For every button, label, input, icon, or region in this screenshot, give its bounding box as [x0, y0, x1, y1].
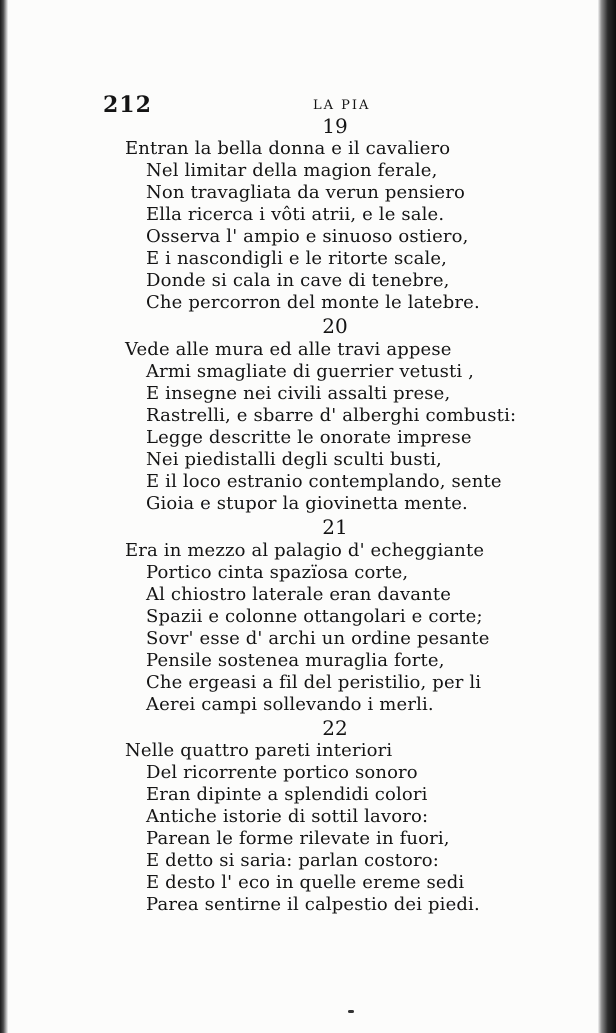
- verse-line: Spazii e colonne ottangolari e corte;: [146, 606, 483, 627]
- verse-line: Aerei campi sollevando i merli.: [146, 694, 434, 715]
- verse-line: Portico cinta spazïosa corte,: [146, 562, 409, 583]
- verse-line: E desto l' eco in quelle ereme sedi: [146, 872, 465, 893]
- stanza-number: 19: [322, 114, 348, 138]
- verse-line: Che percorron del monte le latebre.: [146, 292, 480, 313]
- verse-line: E insegne nei civili assalti prese,: [146, 383, 451, 404]
- verse-line: Parea sentirne il calpestio dei piedi.: [146, 894, 480, 915]
- verse-line: Eran dipinte a splendidi colori: [146, 784, 428, 805]
- page-left-edge: [0, 0, 8, 1033]
- verse-line: Nei piedistalli degli sculti busti,: [146, 449, 442, 470]
- verse-line: E detto si saria: parlan costoro:: [146, 850, 439, 871]
- verse-line: Legge descritte le onorate imprese: [146, 427, 472, 448]
- stanza-number: 21: [322, 515, 348, 539]
- page-number: 212: [103, 92, 152, 118]
- verse-line: Vede alle mura ed alle travi appese: [125, 339, 452, 360]
- verse-line: Del ricorrente portico sonoro: [146, 762, 418, 783]
- verse-line: Nel limitar della magion ferale,: [146, 160, 438, 181]
- verse-line: Nelle quattro pareti interiori: [125, 740, 393, 761]
- verse-line: Parean le forme rilevate in fuori,: [146, 828, 450, 849]
- verse-line: Che ergeasi a fil del peristilio, per li: [146, 672, 482, 693]
- verse-line: Sovr' esse d' archi un ordine pesante: [146, 628, 490, 649]
- verse-line: Entran la bella donna e il cavaliero: [125, 138, 451, 159]
- verse-line: Armi smagliate di guerrier vetusti ,: [146, 361, 474, 382]
- page-right-edge: [598, 0, 616, 1033]
- verse-line: Donde si cala in cave di tenebre,: [146, 270, 450, 291]
- verse-line: E il loco estranio contemplando, sente: [146, 471, 502, 492]
- verse-line: Antiche istorie di sottil lavoro:: [146, 806, 429, 827]
- verse-line: Ella ricerca i vôti atrii, e le sale.: [146, 204, 445, 225]
- stanza-number: 22: [322, 716, 348, 740]
- verse-line: Al chiostro laterale eran davante: [146, 584, 452, 605]
- ink-speck: [348, 1010, 354, 1013]
- page-header: [103, 92, 483, 120]
- verse-line: Pensile sostenea muraglia forte,: [146, 650, 445, 671]
- verse-line: Rastrelli, e sbarre d' alberghi combusti:: [146, 405, 517, 426]
- verse-line: E i nascondigli e le ritorte scale,: [146, 248, 448, 269]
- running-title: LA PIA: [313, 98, 371, 113]
- verse-line: Osserva l' ampio e sinuoso ostiero,: [146, 226, 469, 247]
- stanza-number: 20: [322, 314, 348, 338]
- verse-line: Gioia e stupor la giovinetta mente.: [146, 493, 468, 514]
- verse-line: Non travagliata da verun pensiero: [146, 182, 465, 203]
- verse-line: Era in mezzo al palagio d' echeggiante: [125, 540, 485, 561]
